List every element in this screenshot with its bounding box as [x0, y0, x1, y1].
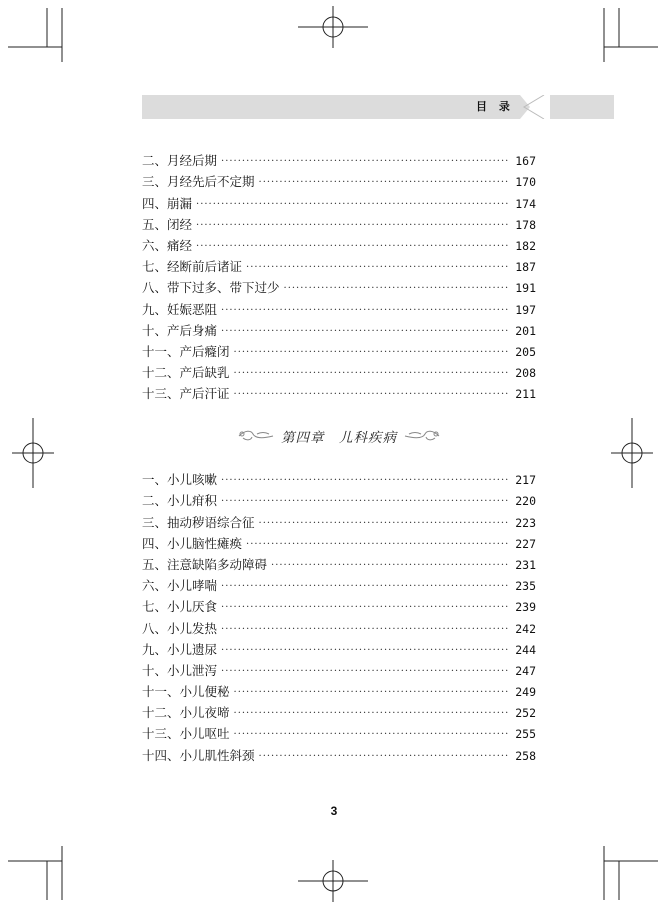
toc-entry-title: 十一、产后癃闭 — [142, 343, 230, 359]
toc-entry-page: 249 — [515, 685, 536, 700]
toc-leader-dots — [234, 367, 508, 381]
toc-leader-dots — [234, 707, 508, 721]
toc-leader-dots — [221, 665, 508, 679]
toc-entry-page: 231 — [515, 557, 536, 572]
toc-entry[interactable] — [142, 552, 536, 573]
toc-leader-dots — [221, 304, 508, 318]
toc-entry-page: 258 — [515, 748, 536, 763]
toc-entry[interactable] — [142, 339, 536, 360]
toc-entry-title: 十二、小儿夜啼 — [142, 705, 230, 721]
toc-entry[interactable] — [142, 700, 536, 721]
toc-entry-title: 三、月经先后不定期 — [142, 174, 255, 190]
toc-entry-title: 五、闭经 — [142, 216, 193, 232]
toc-entry-page: 167 — [515, 154, 536, 169]
toc-entry-title: 十三、产后汗证 — [142, 386, 230, 402]
toc-leader-dots — [271, 559, 508, 573]
toc-entry[interactable] — [142, 360, 536, 381]
toc-entry-title: 五、注意缺陷多动障碍 — [142, 556, 268, 572]
toc-entry-title: 七、经断前后诸证 — [142, 259, 243, 275]
toc-entry[interactable] — [142, 169, 536, 190]
toc-entry-page: 244 — [515, 642, 536, 657]
toc-entry-page: 208 — [515, 366, 536, 381]
toc-leader-dots — [259, 750, 508, 764]
toc-entry[interactable] — [142, 467, 536, 488]
toc-entry[interactable] — [142, 573, 536, 594]
toc-leader-dots — [196, 198, 508, 212]
toc-leader-dots — [234, 346, 508, 360]
toc-entry-page: 170 — [515, 175, 536, 190]
toc-leader-dots — [259, 176, 508, 190]
toc-entry[interactable] — [142, 615, 536, 636]
toc-entry-page: 205 — [515, 344, 536, 359]
toc-entry[interactable] — [142, 721, 536, 742]
toc-entry-title: 十二、产后缺乳 — [142, 365, 230, 381]
toc-entry-title: 十一、小儿便秘 — [142, 684, 230, 700]
toc-list-gynecology — [142, 148, 536, 402]
toc-entry-title: 六、痛经 — [142, 237, 193, 253]
toc-entry-page: 227 — [515, 536, 536, 551]
toc-leader-dots — [221, 495, 508, 509]
toc-leader-dots — [246, 261, 508, 275]
toc-entry-title: 一、小儿咳嗽 — [142, 472, 218, 488]
toc-entry-title: 十、产后身痛 — [142, 322, 218, 338]
toc-entry[interactable] — [142, 148, 536, 169]
toc-entry-page: 191 — [515, 281, 536, 296]
toc-entry-page: 211 — [515, 387, 536, 402]
toc-entry-page: 197 — [515, 302, 536, 317]
toc-entry-title: 八、带下过多、带下过少 — [142, 280, 280, 296]
toc-entry-title: 十四、小儿肌性斜颈 — [142, 747, 255, 763]
header-notch-ornament — [520, 95, 550, 119]
toc-entry[interactable] — [142, 212, 536, 233]
toc-entry-page: 242 — [515, 621, 536, 636]
toc-entry[interactable] — [142, 637, 536, 658]
toc-entry[interactable] — [142, 531, 536, 552]
toc-entry-title: 十三、小儿呕吐 — [142, 726, 230, 742]
toc-entry-page: 247 — [515, 663, 536, 678]
toc-leader-dots — [221, 474, 508, 488]
toc-entry-page: 217 — [515, 473, 536, 488]
toc-entry-title: 二、月经后期 — [142, 153, 218, 169]
chapter-title: 第四章 儿科疾病 — [281, 430, 397, 446]
toc-entry-page: 252 — [515, 706, 536, 721]
toc-entry[interactable] — [142, 381, 536, 402]
toc-leader-dots — [221, 601, 508, 615]
header-title: 目 录 — [476, 100, 514, 113]
toc-entry-title: 八、小儿发热 — [142, 620, 218, 636]
scroll-ornament-left-icon — [237, 429, 275, 443]
toc-entry[interactable] — [142, 296, 536, 317]
toc-entry[interactable] — [142, 679, 536, 700]
toc-entry[interactable] — [142, 509, 536, 530]
toc-leader-dots — [259, 517, 508, 531]
toc-entry[interactable] — [142, 488, 536, 509]
toc-list-pediatrics — [142, 467, 536, 764]
toc-leader-dots — [234, 388, 508, 402]
toc-entry-page: 178 — [515, 217, 536, 232]
toc-entry-title: 九、小儿遗尿 — [142, 641, 218, 657]
toc-entry[interactable] — [142, 190, 536, 211]
toc-entry-page: 174 — [515, 196, 536, 211]
toc-entry-title: 四、小儿脑性瘫痪 — [142, 535, 243, 551]
toc-entry-title: 三、抽动秽语综合征 — [142, 514, 255, 530]
toc-leader-dots — [221, 644, 508, 658]
toc-leader-dots — [234, 686, 508, 700]
scroll-ornament-right-icon — [403, 429, 441, 443]
toc-leader-dots — [196, 240, 508, 254]
toc-entry-page: 220 — [515, 494, 536, 509]
toc-entry[interactable] — [142, 233, 536, 254]
toc-entry[interactable] — [142, 594, 536, 615]
toc-leader-dots — [196, 219, 508, 233]
toc-entry-page: 239 — [515, 600, 536, 615]
toc-entry[interactable] — [142, 254, 536, 275]
toc-entry-page: 201 — [515, 323, 536, 338]
toc-leader-dots — [221, 155, 508, 169]
toc-entry[interactable] — [142, 742, 536, 763]
toc-entry-title: 六、小儿哮喘 — [142, 578, 218, 594]
chapter-heading — [142, 425, 536, 447]
page-number: 3 — [330, 804, 338, 818]
toc-entry-page: 182 — [515, 238, 536, 253]
toc-entry-title: 四、崩漏 — [142, 195, 193, 211]
toc-entry-title: 十、小儿泄泻 — [142, 662, 218, 678]
toc-entry-page: 255 — [515, 727, 536, 742]
toc-entry-title: 七、小儿厌食 — [142, 599, 218, 615]
toc-entry-page: 235 — [515, 579, 536, 594]
toc-leader-dots — [221, 325, 508, 339]
toc-entry-title: 二、小儿疳积 — [142, 493, 218, 509]
toc-entry-title: 九、妊娠恶阻 — [142, 301, 218, 317]
toc-entry[interactable] — [142, 275, 536, 296]
toc-entry-page: 223 — [515, 515, 536, 530]
toc-entry-page: 187 — [515, 260, 536, 275]
toc-leader-dots — [221, 580, 508, 594]
toc-leader-dots — [284, 282, 508, 296]
toc-leader-dots — [246, 538, 508, 552]
toc-leader-dots — [221, 623, 508, 637]
toc-entry[interactable] — [142, 318, 536, 339]
toc-leader-dots — [234, 728, 508, 742]
toc-entry[interactable] — [142, 658, 536, 679]
